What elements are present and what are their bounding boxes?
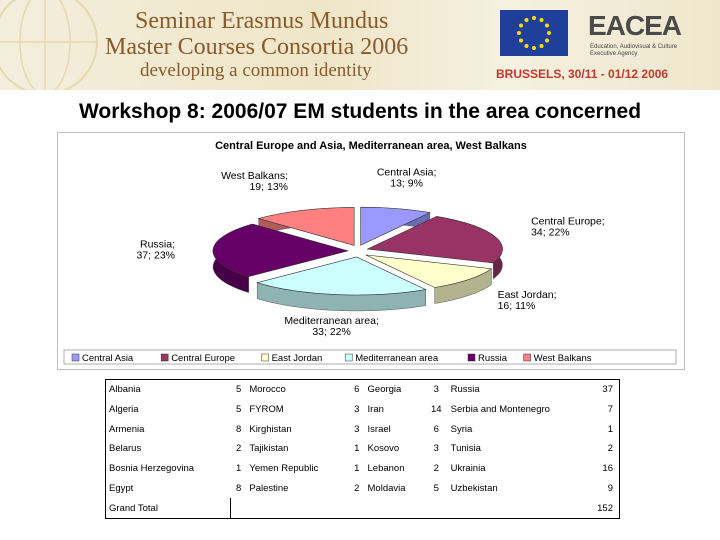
table-row [106,459,619,479]
pie-data-label: West Balkans; 19; 13% [221,169,288,193]
eu-flag-star [525,18,529,22]
table-cell-count: 1 [607,423,613,435]
table-cell-country: Bosnia Herzegovina [109,463,195,475]
table-cell-count: 5 [235,384,242,396]
table-cell-country: Kosovo [367,443,400,455]
table-cell-count: 1 [354,463,360,475]
legend-label: Central Asia [82,353,134,364]
legend-swatch [262,354,269,361]
table-row [106,400,619,420]
eu-flag-star [519,39,523,43]
table-cell-count: 9 [607,482,613,494]
table-cell-country: Egypt [109,482,134,494]
chart-title: Central Europe and Asia, Mediterranean area, West Balkans [215,140,527,152]
table-cell-country: Armenia [109,423,145,435]
table-cell-count: 8 [235,482,242,494]
table-row [106,439,619,459]
table-cell-country: Syria [450,423,473,435]
table-cell-count: 14 [430,404,442,416]
table-cell-country: FYROM [249,404,284,416]
legend-label: Russia [478,353,508,364]
table-cell-country: Algeria [109,404,139,416]
eacea-logo: EACEA [588,10,682,41]
table-total-row [106,498,619,518]
eu-flag-star [545,39,549,43]
table-cell-country: Tunisia [450,443,481,455]
table-cell-country: Albania [109,384,141,396]
table-cell-count: 5 [235,404,242,416]
table-cell-country: Yemen Republic [249,463,319,475]
pie-data-label: East Jordan; 16; 11% [497,289,557,313]
legend-swatch [524,354,531,361]
eu-flag-star [519,24,523,28]
table-cell-country: Ukrainia [450,463,486,475]
pie-data-label: Mediterranean area; 33; 22% [284,315,379,339]
table-cell-count: 2 [607,443,613,455]
legend-label: East Jordan [271,353,323,364]
eu-flag-star [532,46,536,50]
eu-flag-icon [500,10,568,56]
eu-flag-star [540,44,544,48]
table-cell-country: Morocco [249,384,286,396]
table-cell-count: 5 [433,482,439,494]
legend-swatch [161,354,168,361]
table-cell-count: 2 [235,443,242,455]
table-cell-count: 2 [354,482,360,494]
eu-flag-star [525,44,529,48]
table-cell-count: 6 [433,423,439,435]
table-row [106,479,619,499]
header-banner [0,0,720,90]
table-cell-country: Lebanon [367,463,405,475]
legend-label: West Balkans [533,353,592,364]
table-cell-count: 3 [354,404,360,416]
legend-label: Central Europe [171,353,236,364]
eu-flag-star [547,31,551,35]
table-cell-count: 2 [433,463,439,475]
total-label: Grand Total [106,498,231,518]
table-cell-count: 6 [354,384,360,396]
table-cell-count: 37 [602,384,613,396]
legend-label: Mediterranean area [355,353,439,364]
table-cell-count: 8 [235,423,242,435]
eacea-subtitle: Education, Audiovisual & Culture Executive Agency [590,44,678,57]
pie-chart-svg [58,133,684,369]
total-value: 152 [597,502,613,514]
table-row [106,419,619,439]
table-cell-country: Tajikistan [249,443,289,455]
table-cell-count: 16 [602,463,613,475]
pie-data-label: Russia; 37; 23% [136,238,175,262]
table-cell-count: 1 [235,463,242,475]
table-cell-country: Kirghistan [249,423,292,435]
table-cell-count: 3 [433,443,439,455]
table-cell-count: 7 [607,404,613,416]
legend-swatch [72,354,79,361]
table-cell-country: Russia [450,384,480,396]
banner-title-line2: Master Courses Consortia 2006 [105,34,409,60]
students-table [105,379,620,519]
banner-title-line3: developing a common identity [140,60,372,81]
table-cell-country: Belarus [109,443,142,455]
table-row [106,380,619,400]
banner-title-line1: Seminar Erasmus Mundus [135,8,389,34]
table-cell-country: Georgia [367,384,402,396]
legend-swatch [468,354,475,361]
table-cell-country: Uzbekistan [450,482,498,494]
pie-data-label: Central Asia; 13; 9% [376,166,437,190]
table-cell-count: 3 [354,423,360,435]
table-cell-country: Israel [367,423,391,435]
event-date: BRUSSELS, 30/11 - 01/12 2006 [496,67,669,81]
table-cell-country: Serbia and Montenegro [450,404,550,416]
eu-flag-star [545,24,549,28]
table-cell-country: Moldavia [367,482,406,494]
table-cell-country: Palestine [249,482,289,494]
globe-icon [0,0,110,90]
eu-flag-star [532,16,536,20]
table-cell-count: 3 [433,384,439,396]
legend-swatch [345,354,352,361]
pie-data-label: Central Europe; 34; 22% [531,215,605,239]
table-cell-count: 1 [354,443,360,455]
pie-chart [57,132,685,370]
page-title: Workshop 8: 2006/07 EM students in the area concerned [78,100,642,123]
eu-flag-star [540,18,544,22]
eu-flag-star [517,31,521,35]
table-cell-country: Iran [367,404,384,416]
